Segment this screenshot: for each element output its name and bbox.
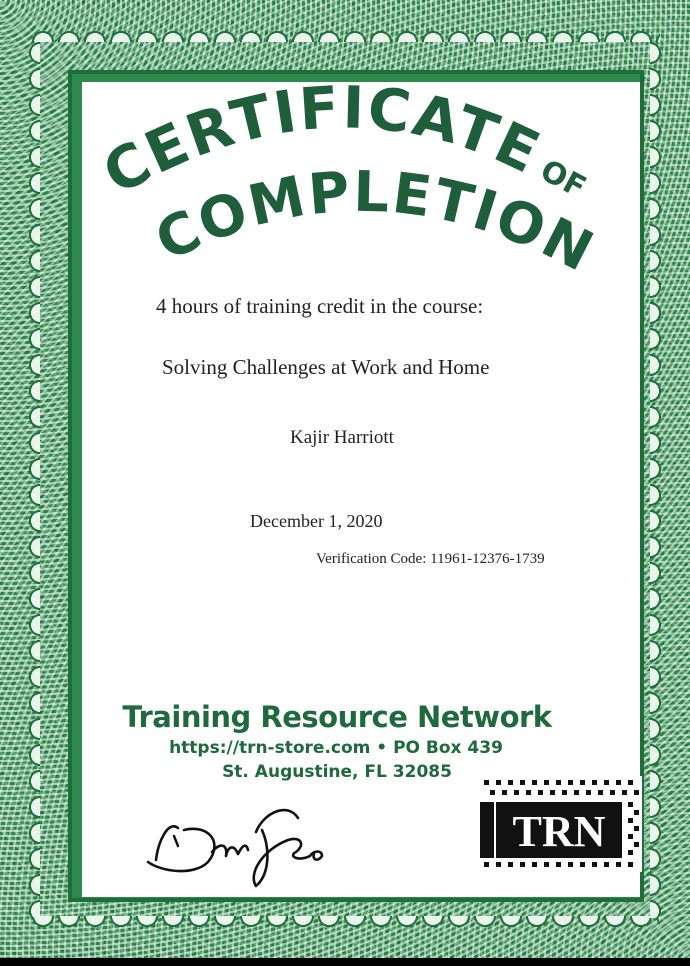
- signature-image: [138, 790, 338, 890]
- title-certificate: CERTIFICATE: [92, 73, 552, 208]
- org-address: St. Augustine, FL 32085: [222, 762, 452, 782]
- credit-line: 4 hours of training credit in the course:: [156, 294, 484, 318]
- title-of: OF: [534, 153, 592, 206]
- border-scallop-bottom: [30, 916, 660, 940]
- completion-date: December 1, 2020: [250, 511, 383, 531]
- org-contact: https://trn-store.com • PO Box 439: [169, 738, 503, 758]
- logo-text: TRN: [512, 807, 606, 856]
- trn-logo: [480, 776, 642, 872]
- bottom-edge: [0, 958, 690, 966]
- org-name: Training Resource Network: [122, 700, 552, 734]
- verification-code: Verification Code: 11961-12376-1739: [316, 551, 545, 567]
- course-name: Solving Challenges at Work and Home: [162, 355, 490, 379]
- certificate-heading: [0, 0, 690, 300]
- title-completion: COMPLETION: [145, 159, 605, 286]
- recipient-name: Kajir Harriott: [290, 427, 394, 448]
- svg-text:COMPLETION: [146, 160, 605, 286]
